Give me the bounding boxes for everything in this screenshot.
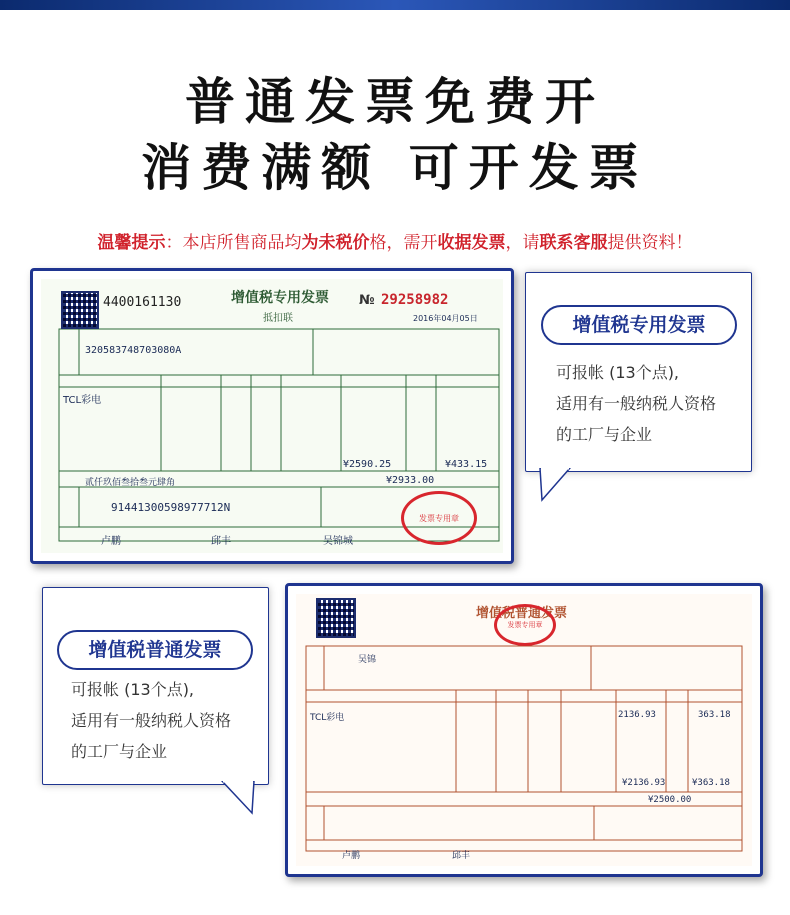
item-tax: 363.18	[698, 710, 731, 720]
notice-text-2: 格，需开	[369, 233, 438, 253]
payee: 卢鹏	[101, 536, 121, 547]
invoice-number-label: №	[359, 293, 375, 308]
notice-emphasis-2: 收据发票	[437, 233, 506, 253]
grand-total: ¥2500.00	[648, 795, 692, 805]
notice-text-3: ，请	[505, 233, 540, 253]
item-name: TCL彩电	[310, 713, 345, 723]
special-desc-line-1: 可报帐 (13个点),	[556, 363, 680, 382]
reviewer: 邱丰	[211, 536, 231, 547]
callout-tail-icon	[218, 781, 258, 817]
total-in-words: 贰仟玖佰叁拾叁元肆角	[85, 478, 176, 488]
normal-desc-line-1: 可报帐 (13个点),	[71, 680, 195, 699]
notice-emphasis-1: 为未税价	[301, 233, 370, 253]
notice-text-1: ：本店所售商品均	[165, 233, 302, 253]
qr-code-icon	[316, 598, 356, 638]
headline-line-2: 消费满额 可开发票	[141, 139, 649, 197]
notice-text-4: 提供资料！	[607, 233, 693, 253]
callout-tail-icon	[538, 468, 578, 504]
normal-invoice-image	[285, 583, 763, 877]
item-total: ¥2590.25	[343, 459, 392, 470]
normal-invoice-title: 增值税普通发票	[476, 606, 568, 621]
special-invoice-title: 增值税专用发票	[231, 290, 329, 306]
normal-invoice-description	[71, 674, 231, 767]
item-name: TCL彩电	[63, 395, 102, 406]
buyer-name: 吴锦	[358, 655, 377, 665]
item-tax: ¥433.15	[445, 459, 488, 470]
tax-total: ¥363.18	[692, 778, 730, 788]
invoice-date: 2016年04月05日	[413, 314, 478, 323]
normal-desc-line-3: 的工厂与企业	[71, 742, 168, 761]
top-banner-strip	[0, 0, 790, 10]
reviewer: 邱丰	[452, 851, 471, 861]
special-invoice-paper	[41, 279, 503, 553]
special-invoice-description	[556, 357, 716, 450]
seller-tax-id: 91441300598977712N	[111, 501, 231, 514]
qr-code-icon	[61, 291, 99, 329]
normal-desc-line-2: 适用有一般纳税人资格	[71, 711, 232, 730]
special-invoice-callout	[525, 272, 752, 472]
buyer-tax-id: 320583748703080A	[85, 345, 182, 356]
amount-total: ¥2136.93	[622, 778, 666, 788]
issuer: 吴锦城	[323, 536, 353, 547]
special-invoice-subtitle: 抵扣联	[263, 313, 293, 324]
special-invoice-label: 增值税专用发票	[541, 305, 737, 345]
invoice-number: 29258982	[381, 292, 449, 308]
invoice-code: 4400161130	[103, 295, 182, 310]
item-amount: 2136.93	[618, 710, 656, 720]
payee: 卢鹏	[342, 851, 361, 861]
special-desc-line-2: 适用有一般纳税人资格	[556, 394, 717, 413]
normal-invoice-paper	[296, 594, 752, 866]
special-desc-line-3: 的工厂与企业	[556, 425, 653, 444]
special-invoice-image	[30, 268, 514, 564]
notice-emphasis-3: 联系客服	[539, 233, 608, 253]
seal-stamp-icon: 发票专用章	[494, 604, 556, 646]
notice-title: 温馨提示	[97, 233, 166, 253]
normal-invoice-label: 增值税普通发票	[57, 630, 253, 670]
grand-total: ¥2933.00	[386, 475, 435, 486]
seal-stamp-icon: 发票专用章	[401, 491, 477, 545]
notice-banner	[0, 228, 790, 253]
normal-invoice-callout	[42, 587, 269, 785]
headline-line-1: 普通发票免费开	[185, 73, 605, 131]
